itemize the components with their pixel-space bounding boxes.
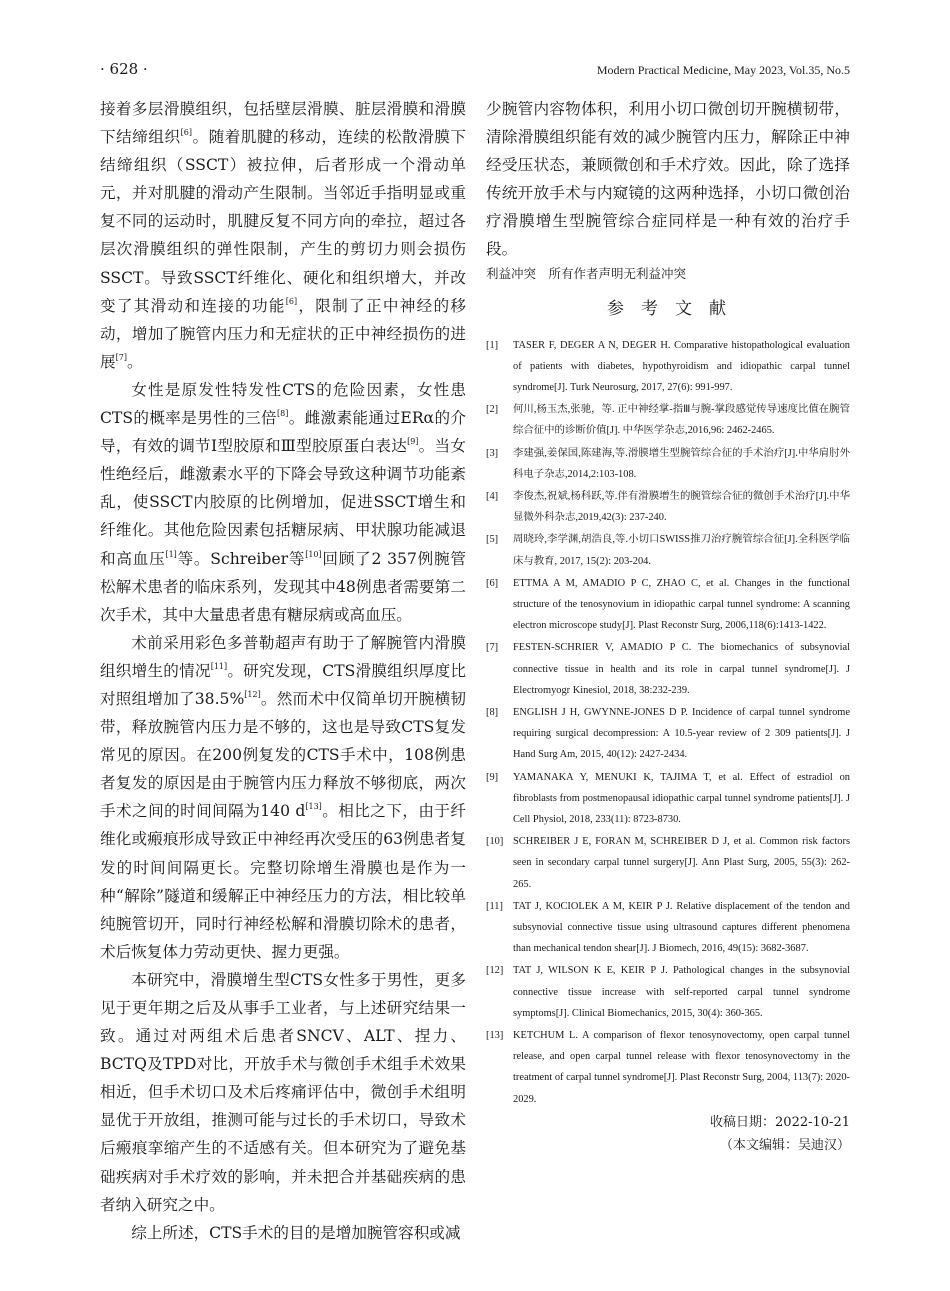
citation: [1] bbox=[165, 549, 177, 559]
citation: [13] bbox=[305, 802, 322, 812]
page-header bbox=[100, 60, 850, 90]
reference-number: [7] bbox=[486, 642, 499, 654]
reference-number: [4] bbox=[486, 490, 499, 502]
reference-item bbox=[486, 831, 850, 895]
reference-number: [3] bbox=[486, 447, 499, 459]
reference-number: [11] bbox=[486, 900, 503, 912]
citation: [10] bbox=[305, 549, 322, 559]
reference-number: [6] bbox=[486, 577, 499, 589]
reference-item bbox=[486, 960, 850, 1024]
reference-item bbox=[486, 896, 850, 960]
citation: [7] bbox=[115, 352, 127, 362]
reference-text: KETCHUM L. A comparison of flexor tenosynovectomy, open carpal tunnel release, and open carpal tunnel release with flexor tenosynovectomy in the treatment of carpal tunnel syndrome[J]. Plast Reconstr Surg, 2004, 113(7): 2020-2029. bbox=[513, 1030, 850, 1105]
reference-text: 李俊杰,祝斌,杨科跃,等.伴有滑膜增生的腕管综合征的微创手术治疗[J].中华显微外科杂志,2019,42(3): 237-240. bbox=[513, 490, 850, 524]
references-title: 参考文献 bbox=[607, 298, 743, 319]
reference-number: [5] bbox=[486, 534, 499, 546]
reference-item bbox=[486, 443, 850, 485]
citation: [6] bbox=[285, 296, 298, 306]
reference-item bbox=[486, 486, 850, 528]
right-column bbox=[486, 95, 850, 1157]
page-number: · 628 · bbox=[100, 60, 148, 78]
reference-number: [2] bbox=[486, 404, 499, 416]
received-date: 收稿日期：2022-10-21 bbox=[710, 1114, 850, 1130]
reference-item bbox=[486, 1025, 850, 1110]
reference-item bbox=[486, 702, 850, 766]
reference-text: TAT J, KOCIOLEK A M, KEIR P J. Relative displacement of the tendon and subsynovial connective tissue using ultrasound captures different phenomena than mechanical tendon shear[J]. J Biomech, 2016, 49(15): 3682-3687. bbox=[513, 900, 850, 955]
citation: [9] bbox=[407, 437, 419, 447]
reference-number: [9] bbox=[486, 771, 499, 783]
journal-citation: Modern Practical Medicine, May 2023, Vol.35, No.5 bbox=[596, 63, 850, 77]
reference-number: [13] bbox=[486, 1030, 504, 1042]
reference-text: ETTMA A M, AMADIO P C, ZHAO C, et al. Changes in the functional structure of the tenosynovium in idiopathic carpal tunnel syndrome: A scanning electron microscope study[J]. Plast Reconstr Surg, 2006,118(6):1413-1422. bbox=[513, 577, 850, 632]
reference-number: [12] bbox=[486, 965, 504, 977]
reference-item bbox=[486, 335, 850, 399]
paragraph: 本研究中，滑膜增生型CTS女性多于男性，更多见于更年期之后及从事手工业者，与上述研究结果一致。通过对两组术后患者SNCV、ALT、捏力、BCTQ及TPD对比，开放手术与微创手术组手术效果相近，但手术切口及术后疼痛评估中，微创手术组明显优于开放组，推测可能与过长的手术切口，导致术后瘢痕挛缩产生的不适感有关。但本研究为了避免基础疾病对手术疗效的影响，并未把合并基础疾病的患者纳入研究之中。 bbox=[100, 970, 466, 1214]
paragraph: 接着多层滑膜组织，包括壁层滑膜、脏层滑膜和滑膜下结缔组织[6]。随着肌腱的移动，连续的松散滑膜下结缔组织（SSCT）被拉伸，后者形成一个滑动单元，并对肌腱的滑动产生限制。当邻近手指明显或重复不同的运动时，肌腱反复不同方向的牵拉，超过各层次滑膜组织的弹性限制，产生的剪切力则会损伤SSCT。导致SSCT纤维化、硬化和组织增大，并改变了其滑动和连接的功能[6]，限制了正中神经的移动，增加了腕管内压力和无症状的正中神经损伤的进展[7]。 bbox=[100, 100, 466, 371]
citation: [6] bbox=[180, 128, 192, 138]
reference-text: ENGLISH J H, GWYNNE-JONES D P. Incidence of carpal tunnel syndrome requiring surgical decompression: A 10.5-year review of 2 309 patients[J]. J Hand Surg Am, 2015, 40(12): 2427-2434. bbox=[513, 707, 850, 761]
reference-number: [8] bbox=[486, 707, 499, 719]
reference-text: 李建强,姜保国,陈建海,等.滑膜增生型腕管综合征的手术治疗[J].中华肩肘外科电子杂志,2014,2:103-108. bbox=[513, 447, 850, 480]
citation: [12] bbox=[244, 689, 261, 699]
reference-list bbox=[486, 335, 850, 1110]
reference-item bbox=[486, 529, 850, 571]
reference-number: [10] bbox=[486, 836, 504, 848]
conflict-statement: 利益冲突 所有作者声明无利益冲突 bbox=[486, 265, 687, 281]
reference-text: TAT J, WILSON K E, KEIR P J. Pathological changes in the subsynovial connective tissue increase with self-reported carpal tunnel syndrome symptoms[J]. Clinical Biomechanics, 2015, 30(4): 360-365. bbox=[513, 965, 850, 1019]
reference-item bbox=[486, 399, 850, 441]
paragraph: 女性是原发性特发性CTS的危险因素，女性患CTS的概率是男性的三倍[8]。雌激素能通过ERα的介导，有效的调节Ⅰ型胶原和Ⅲ型胶原蛋白表达[9]。当女性绝经后，雌激素水平的下降会导致这种调节功能紊乱，使SSCT内胶原的比例增加，促进SSCT增生和纤维化。其他危险因素包括糖尿病、甲状腺功能减退和高血压[1]等。Schreiber等[10]回顾了2 357例腕管松解术患者的临床系列，发现其中48例患者需要第二次手术，其中大量患者患有糖尿病或高血压。 bbox=[100, 380, 467, 624]
paragraph: 术前采用彩色多普勒超声有助于了解腕管内滑膜组织增生的情况[11]。研究发现，CTS滑膜组织厚度比对照组增加了38.5%[12]。然而术中仅简单切开腕横韧带，释放腕管内压力是不够的，这也是导致CTS复发常见的原因。在200例复发的CTS手术中，108例患者复发的原因是由于腕管内压力释放不够彻底，两次手术之间的时间间隔为140 d[13]。相比之下，由于纤维化或瘢痕形成导致正中神经再次受压的63例患者复发的时间间隔更长。完整切除增生滑膜也是作为一种“解除”隧道和缓解正中神经压力的方法，相比较单纯腕管切开，同时行神经松解和滑膜切除术的患者，术后恢复体力劳动更快、握力更强。 bbox=[100, 633, 466, 961]
paragraph: 少腕管内容物体积，利用小切口微创切开腕横韧带，清除滑膜组织能有效的减少腕管内压力，解除正中神经受压状态，兼顾微创和手术疗效。因此，除了选择传统开放手术与内窥镜的这两种选择，小切口微创治疗滑膜增生型腕管综合症同样是一种有效的治疗手段。 bbox=[486, 100, 850, 259]
reference-item bbox=[486, 637, 850, 701]
reference-text: 周晓玲,李学渊,胡浩良,等.小切口SWISS推刀治疗腕管综合征[J].全科医学临床与教育, 2017, 15(2): 203-204. bbox=[513, 534, 850, 567]
reference-number: [1] bbox=[486, 339, 499, 351]
reference-item bbox=[486, 767, 850, 831]
reference-text: FESTEN-SCHRIER V, AMADIO P C. The biomechanics of subsynovial connective tissue in health and its role in carpal tunnel syndrome[J]. J Electromyogr Kinesiol, 2018, 38:232-239. bbox=[513, 642, 850, 696]
reference-text: TASER F, DEGER A N, DEGER H. Comparative histopathological evaluation of patients with diabetes, hypothyroidism and idiopathic carpal tunnel syndrome[J]. Turk Neurosurg, 2017, 27(6): 991-997. bbox=[513, 339, 850, 393]
reference-text: YAMANAKA Y, MENUKI K, TAJIMA T, et al. Effect of estradiol on fibroblasts from postmenopausal idiopathic carpal tunnel syndrome patients[J]. J Cell Physiol, 2018, 233(11): 8723-8730. bbox=[513, 771, 850, 826]
citation: [8] bbox=[277, 409, 289, 419]
reference-text: 何川,杨玉杰,张驰，等. 正中神经掌-指Ⅲ与腕-掌段感觉传导速度比值在腕管综合征中的诊断价值[J]. 中华医学杂志,2016,96: 2462-2465. bbox=[513, 404, 850, 437]
reference-item bbox=[486, 573, 850, 637]
editor-note: （本文编辑：吴迪汉） bbox=[719, 1137, 850, 1153]
paragraph: 综上所述，CTS手术的目的是增加腕管容积或减 bbox=[131, 1223, 461, 1242]
reference-text: SCHREIBER J E, FORAN M, SCHREIBER D J, et al. Common risk factors seen in secondary carpal tunnel surgery[J]. Ann Plast Surg, 2005, 55(3): 262-265. bbox=[513, 836, 850, 890]
citation: [11] bbox=[210, 661, 228, 671]
left-column bbox=[100, 95, 466, 1247]
